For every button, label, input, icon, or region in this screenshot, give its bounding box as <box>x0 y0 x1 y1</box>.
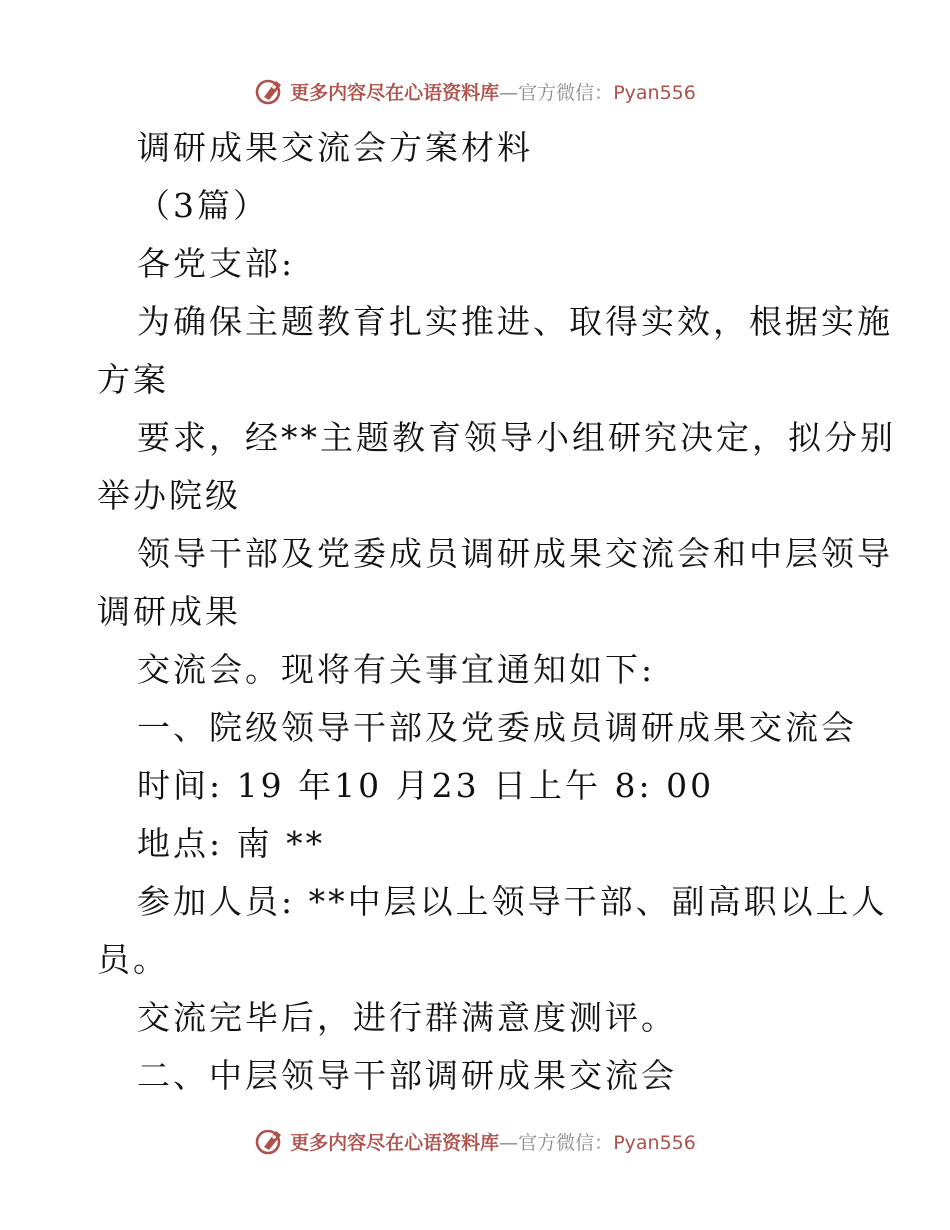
footer-watermark <box>0 1121 950 1161</box>
section-heading: 一、院级领导干部及党委成员调研成果交流会 <box>137 708 857 747</box>
watermark-main-text: 更多内容尽在心语资料库 <box>290 1131 500 1154</box>
document-count: （3篇） <box>137 186 269 225</box>
paragraph-line: 领导干部及党委成员调研成果交流会和中层领导 <box>137 534 893 573</box>
paragraph-line: 员。 <box>97 940 169 979</box>
paragraph-line: 交流会。现将有关事宜通知如下: <box>137 650 656 689</box>
watermark-wechat-id: Pyan556 <box>613 1131 696 1154</box>
section-heading: 二、中层领导干部调研成果交流会 <box>137 1056 677 1095</box>
salutation: 各党支部: <box>137 244 296 283</box>
watermark-sub-text: 官方微信： <box>518 81 614 104</box>
watermark-wechat-id: Pyan556 <box>613 81 696 104</box>
meeting-attendees: 参加人员: **中层以上领导干部、副高职以上人 <box>137 882 888 921</box>
paragraph-line: 举办院级 <box>97 476 241 515</box>
watermark-sub-text: 官方微信： <box>518 1131 614 1154</box>
watermark-separator: — <box>499 81 519 104</box>
watermark-main-text: 更多内容尽在心语资料库 <box>290 81 500 104</box>
paragraph-line: 交流完毕后，进行群满意度测评。 <box>137 998 677 1037</box>
paragraph-line: 调研成果 <box>97 592 241 631</box>
header-watermark <box>0 71 950 111</box>
pen-nib-logo-icon <box>254 1125 286 1157</box>
pen-nib-logo-icon <box>254 75 286 107</box>
meeting-time: 时间: 19 年10 月23 日上午 8: 00 <box>137 766 715 805</box>
watermark-separator: — <box>499 1131 519 1154</box>
paragraph-line: 要求，经**主题教育领导小组研究决定，拟分别 <box>137 418 896 457</box>
paragraph-line: 方案 <box>97 360 169 399</box>
paragraph-line: 为确保主题教育扎实推进、取得实效，根据实施 <box>137 302 893 341</box>
document-title: 调研成果交流会方案材料 <box>137 128 533 167</box>
meeting-location: 地点: 南 ** <box>137 824 326 863</box>
